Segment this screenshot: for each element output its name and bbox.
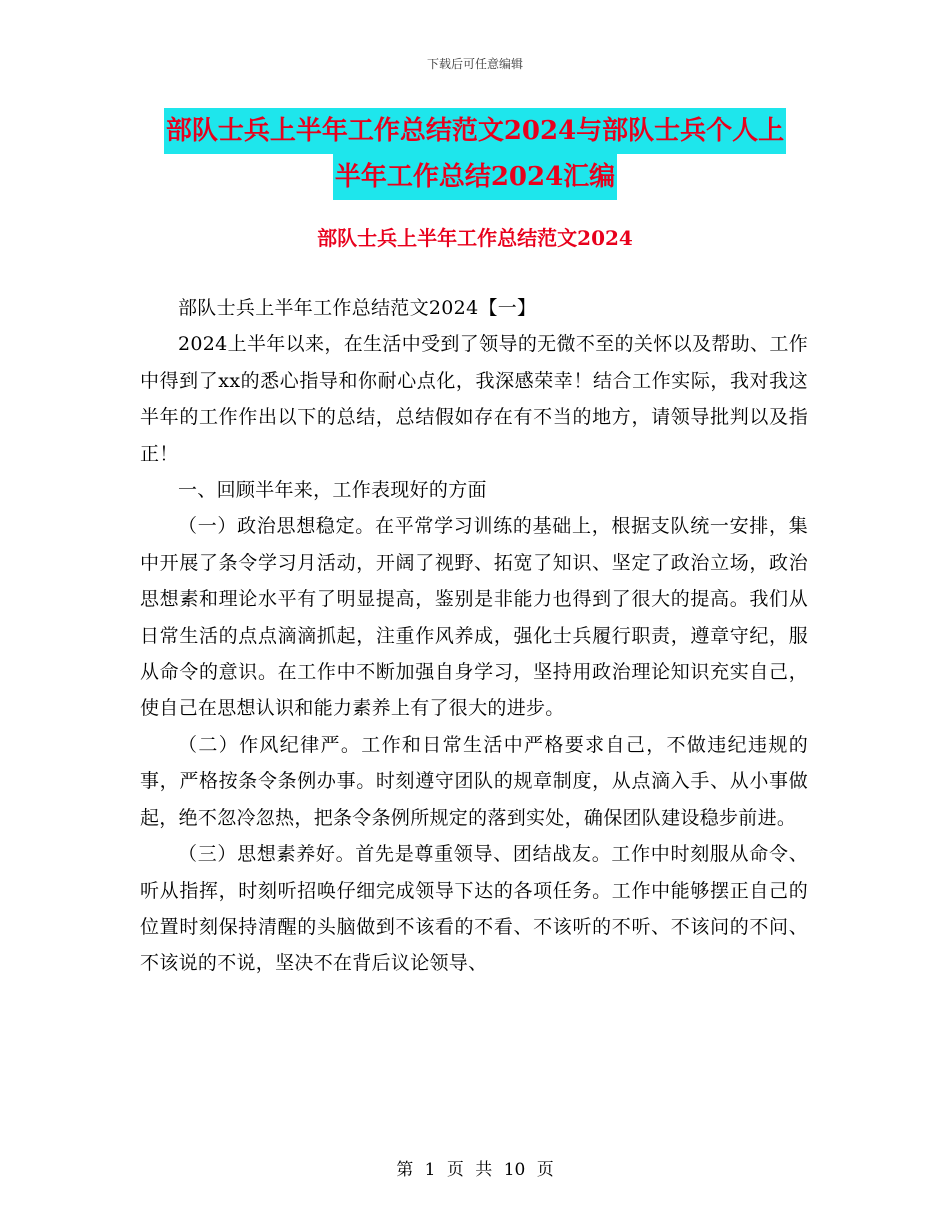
paragraph-heading: 一、回顾半年来，工作表现好的方面 — [178, 479, 487, 502]
page-footer: 第 1 页 共 10 页 — [396, 1160, 554, 1180]
paragraph: （一）政治思想稳定。在平常学习训练的基础上，根据支队统一安排，集中开展了条令学习月活动，开阔了视野、拓宽了知识、坚定了政治立场，政治思想素和理论水平有了明显提高，鉴别是非能力也得到了很大的提高。我们从日常生活的点点滴滴抓起，注重作风养成，强化士兵履行职责，遵章守纪，服从命令的意识。在工作中不断加强自身学习，坚持用政治理论知识充实自己，使自己在思想认识和能力素养上有了很大的进步。 — [140, 515, 808, 720]
header-note: 下载后可任意编辑 — [426, 57, 523, 71]
document-title-line-1: 部队士兵上半年工作总结范文2024与部队士兵个人上 — [164, 108, 786, 154]
document-title-line-2: 半年工作总结2024汇编 — [333, 154, 617, 200]
paragraph: （三）思想素养好。首先是尊重领导、团结战友。工作中时刻服从命令、听从指挥，时刻听招唤仔细完成领导下达的各项任务。工作中能够摆正自己的位置时刻保持清醒的头脑做到不该看的不看、不该听的不听、不该问的不问、不该说的不说，坚决不在背后议论领导、 — [140, 843, 808, 975]
paragraph-subheading: 部队士兵上半年工作总结范文2024【一】 — [178, 297, 537, 319]
document-title — [0, 108, 950, 200]
paragraph: （二）作风纪律严。工作和日常生活中严格要求自己，不做违纪违规的事，严格按条令条例办事。时刻遵守团队的规章制度，从点滴入手、从小事做起，绝不忽冷忽热，把条令条例所规定的落到实处，确保团队建设稳步前进。 — [140, 733, 808, 829]
document-body — [140, 290, 808, 982]
paragraph: 2024上半年以来，在生活中受到了领导的无微不至的关怀以及帮助、工作中得到了xx的悉心指导和你耐心点化，我深感荣幸！结合工作实际，我对我这半年的工作作出以下的总结，总结假如存在有不当的地方，请领导批判以及指正！ — [140, 333, 808, 465]
section-title: 部队士兵上半年工作总结范文2024 — [317, 226, 633, 250]
